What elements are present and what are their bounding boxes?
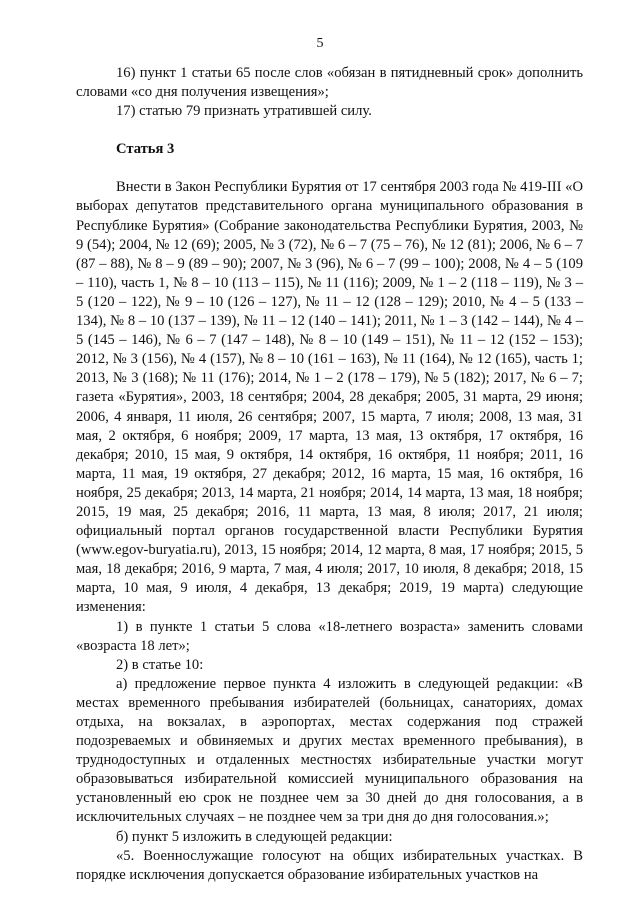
paragraph-subitem-a: а) предложение первое пункта 4 изложить в следующей редакции: «В местах временного пребывания избирателей (больницах, санаториях, домах отдыха, на вокзалах, в аэропортах, местах содержания под стражей подозреваемых и обвиняемых и других местах временного пребывания), в труднодоступных и отдаленных местностях избирательные участки могут образовываться избирательной комиссией муниципального образования на установленный ею срок не позднее чем за 30 дней до дня голосования, а в исключительных случаях – не позднее чем за три дня до дня голосования.»; — [76, 675, 583, 826]
page-number: 5 — [316, 36, 324, 51]
paragraph-subitem-b: б) пункт 5 изложить в следующей редакции: — [116, 828, 393, 845]
paragraph-amendment-intro: Внести в Закон Республики Бурятия от 17 сентября 2003 года № 419-III «О выборах депутатов представительного органа муниципального образования в Республике Бурятия» (Собрание законодательства Республики Бурятия, 2003, № 9 (54); 2004, № 12 (69); 2005, № 3 (72), № 6 – 7 (75 – 76), № 12 (81); 2006, № 6 – 7 (87 – 88), № 8 – 9 (89 – 90); 2007, № 3 (96), № 6 – 7 (99 – 100); 2008, № 4 – 5 (109 – 110), часть 1, № 8 – 10 (113 – 115), № 11 (116); 2009, № 1 – 2 (118 – 119), № 3 – 5 (120 – 122), № 9 – 10 (126 – 127), № 11 – 12 (128 – 129); 2010, № 4 – 5 (133 – 134), № 8 – 10 (137 – 139), № 11 – 12 (140 – 141); 2011, № 1 – 3 (142 – 144), № 4 – 5 (145 – 146), № 6 – 7 (147 – 148), № 8 – 10 (149 – 151), № 11 – 12 (152 – 153); 2012, № 3 (156), № 4 (157), № 8 – 10 (161 – 163), № 11 (164), № 12 (165), часть 1; 2013, № 3 (168); № 11 (176); 2014, № 1 – 2 (178 – 179), № 5 (182); 2017, № 6 – 7; газета «Бурятия», 2003, 18 сентября; 2004, 28 декабря; 2005, 31 марта, 29 июня; 2006, 4 января, 11 июля, 26 сентября; 2007, 15 марта, 7 июля; 2008, 13 мая, 31 мая, 2 октября, 6 ноября; 2009, 17 марта, 13 мая, 13 октября, 17 октября, 16 декабря; 2010, 15 мая, 9 октября, 14 октября, 16 октября, 11 ноября; 2011, 16 марта, 11 мая, 19 октября, 27 декабря; 2012, 16 марта, 15 мая, 16 октября, 16 ноября, 25 декабря; 2013, 14 марта, 21 ноября; 2014, 14 марта, 13 мая, 18 ноября; 2015, 19 мая, 25 декабря; 2016, 11 марта, 13 мая, 8 июля; 2017, 21 июля; официальный портал органов государственной власти Республики Бурятия (www.egov-buryatia.ru), 2013, 15 ноября; 2014, 12 марта, 8 мая, 17 ноября; 2015, 5 мая, 18 декабря; 2016, 9 марта, 7 мая, 4 июля; 2017, 10 июля, 8 декабря; 2018, 15 марта, 10 мая, 9 июля, 4 декабря, 13 декабря; 2019, 19 марта) следующие изменения: — [76, 179, 583, 616]
paragraph-item-2: 2) в статье 10: — [116, 656, 204, 673]
article-heading: Статья 3 — [116, 141, 175, 158]
paragraph-item-16: 16) пункт 1 статьи 65 после слов «обязан в пятидневный срок» дополнить словами «со дня получения извещения»; — [76, 65, 583, 101]
document-body — [76, 64, 583, 885]
paragraph-point-5: «5. Военнослужащие голосуют на общих избирательных участках. В порядке исключения допускается образование избирательных участков на — [76, 847, 583, 883]
paragraph-item-1: 1) в пункте 1 статьи 5 слова «18-летнего возраста» заменить словами «возраста 18 лет»; — [76, 618, 583, 654]
paragraph-item-17: 17) статью 79 признать утратившей силу. — [116, 103, 372, 120]
